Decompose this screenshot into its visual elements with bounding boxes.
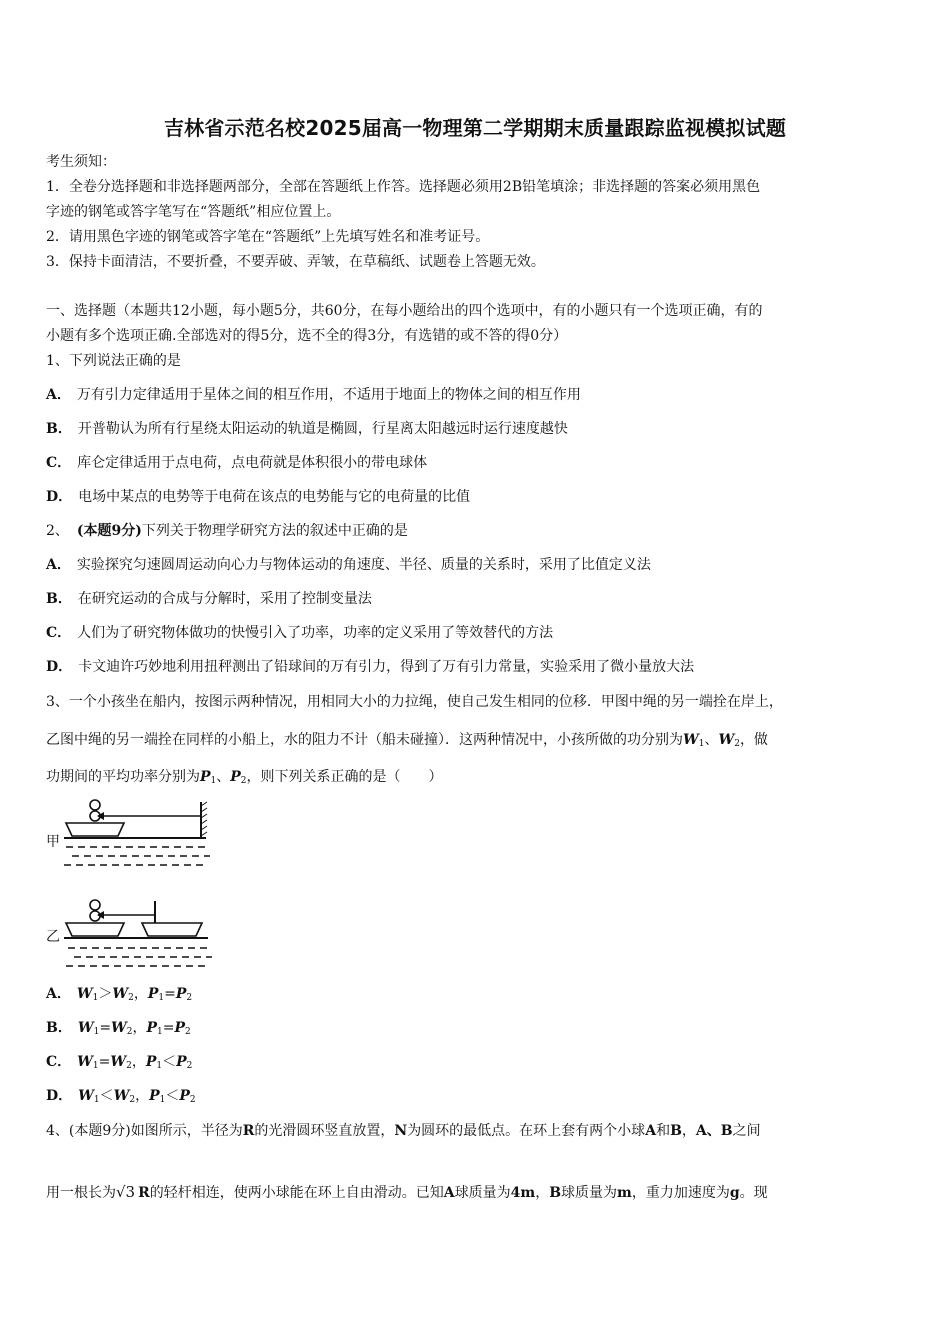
q1-option-d[interactable] xyxy=(46,487,912,507)
option-label: B． xyxy=(46,1020,72,1036)
q4-text: 球质量为 xyxy=(561,1185,618,1201)
option-label: A． xyxy=(46,557,71,573)
q4-text: 4、(本题9分)如图所示，半径为 xyxy=(46,1123,243,1139)
option-text: 卡文迪许巧妙地利用扭秤测出了铅球间的万有引力，得到了万有引力常量，实验采用了微小量放大法 xyxy=(78,659,695,675)
option-text: 实验探究匀速圆周运动向心力与物体运动的角速度、半径、质量的关系时，采用了比值定义法 xyxy=(76,557,651,573)
q4-text: 的光滑圆环竖直放置， xyxy=(254,1123,395,1139)
option-label: C． xyxy=(46,625,72,641)
option-label: A． xyxy=(46,986,71,1002)
power-symbol: P xyxy=(146,1020,158,1036)
relation: ＞ xyxy=(98,986,113,1002)
relation: = xyxy=(164,986,176,1002)
work-symbol: W xyxy=(110,1054,127,1070)
symbol-a: A xyxy=(645,1123,657,1139)
subscript: 1 xyxy=(159,1095,166,1105)
subscript: 2 xyxy=(126,1027,133,1037)
symbol-n: N xyxy=(394,1123,408,1139)
work-symbol: W xyxy=(113,1088,130,1104)
separator: 、 xyxy=(216,769,231,785)
option-label: C． xyxy=(46,1054,72,1070)
symbol-ab: A、B xyxy=(695,1123,733,1139)
q2-stem xyxy=(46,521,912,541)
subscript: 1 xyxy=(92,1061,99,1071)
q2-number: 2、 xyxy=(46,523,69,539)
subscript: 1 xyxy=(156,1061,163,1071)
relation: ＜ xyxy=(162,1054,177,1070)
mass-a: 4m xyxy=(510,1185,536,1201)
option-label: D． xyxy=(46,1088,73,1104)
relation: = xyxy=(162,1020,175,1036)
option-label: D． xyxy=(46,659,73,675)
q3-option-b[interactable] xyxy=(46,1018,912,1042)
section-heading-line1: 一、选择题（本题共12小题，每小题5分，共60分，在每小题给出的四个选项中，有的小题只有一个选项正确，有的 xyxy=(46,303,763,319)
power-symbol: P xyxy=(174,1020,186,1036)
option-text: 人们为了研究物体做功的快慢引入了功率，功率的定义采用了等效替代的方法 xyxy=(77,625,554,641)
work-symbol: W xyxy=(112,986,129,1002)
subscript: 2 xyxy=(186,1061,193,1071)
q1-stem: 1、下列说法正确的是 xyxy=(46,353,181,369)
two-boats-diagram xyxy=(46,898,216,970)
q4-text: 的轻杆相连，使两小球能在环上自由滑动。已知 xyxy=(149,1185,444,1201)
q4-text: ， xyxy=(681,1123,696,1139)
subscript: 2 xyxy=(126,1061,132,1071)
q3-text: ，则下列关系正确的是（ ） xyxy=(246,769,443,785)
notice-item-2: 2．请用黑色字迹的钢笔或答字笔在“答题纸”上先填写姓名和准考证号。 xyxy=(46,229,490,245)
subscript: 2 xyxy=(185,1027,191,1037)
option-label: B． xyxy=(46,591,72,607)
work-symbol: W xyxy=(718,732,735,748)
q1-option-a[interactable] xyxy=(46,385,912,405)
relation: ＜ xyxy=(99,1088,114,1104)
work-symbol: W xyxy=(683,732,699,748)
subscript: 2 xyxy=(189,1095,196,1105)
power-symbol: P xyxy=(145,1054,157,1070)
subscript: 1 xyxy=(157,1027,163,1037)
sqrt-three: √3 xyxy=(116,1183,136,1201)
q2-option-d[interactable] xyxy=(46,657,912,677)
q4-text: ，重力加速度为 xyxy=(631,1185,730,1201)
boat-shore-diagram xyxy=(46,798,216,868)
option-label: D． xyxy=(46,489,73,505)
power-symbol: P xyxy=(176,1054,187,1070)
q3-text: ，做 xyxy=(739,732,768,748)
q3-stem-line3 xyxy=(46,767,912,791)
figure-label-yi: 乙 xyxy=(46,929,60,945)
subscript: 1 xyxy=(698,739,705,749)
q1-option-b[interactable] xyxy=(46,419,912,439)
q4-text: 和 xyxy=(656,1123,671,1139)
symbol-a: A xyxy=(443,1185,455,1201)
option-text: 电场中某点的电势等于电荷在该点的电势能与它的电荷量的比值 xyxy=(78,489,471,505)
separator: 、 xyxy=(704,732,719,748)
q3-stem-line2 xyxy=(46,730,912,754)
work-symbol: W xyxy=(77,1054,93,1070)
separator: ， xyxy=(135,1088,150,1104)
subscript: 2 xyxy=(734,739,740,749)
option-label: A． xyxy=(46,387,71,403)
symbol-b: B xyxy=(670,1123,682,1139)
q1-option-c[interactable] xyxy=(46,453,912,473)
separator: ， xyxy=(133,986,148,1002)
notice-heading: 考生须知： xyxy=(46,154,116,170)
notice-item-1: 1．全卷分选择题和非选择题两部分，全部在答题纸上作答。选择题必须用2B铅笔填涂；非选择题的答案必须用黑色 xyxy=(46,179,761,195)
option-text: 在研究运动的合成与分解时，采用了控制变量法 xyxy=(77,591,372,607)
q2-option-c[interactable] xyxy=(46,623,912,643)
option-text: 开普勒认为所有行星绕太阳运动的轨道是椭圆，行星离太阳越远时运行速度越快 xyxy=(77,421,568,437)
power-symbol: P xyxy=(149,1088,160,1104)
section-heading-line2: 小题有多个选项正确.全部选对的得5分，选不全的得3分，有选错的或不答的得0分） xyxy=(46,328,568,344)
q4-stem-line1 xyxy=(46,1121,912,1141)
notice-item-3: 3．保持卡面清洁，不要折叠，不要弄破、弄皱，在草稿纸、试题卷上答题无效。 xyxy=(46,254,545,270)
notice-item-1-cont: 字迹的钢笔或答字笔写在“答题纸”相应位置上。 xyxy=(46,204,341,220)
power-symbol: P xyxy=(147,986,159,1002)
separator: ， xyxy=(131,1054,146,1070)
symbol-r: R xyxy=(242,1123,255,1139)
subscript: 2 xyxy=(240,776,247,786)
subscript: 1 xyxy=(210,776,217,786)
symbol-b: B xyxy=(549,1185,562,1201)
option-label: B． xyxy=(46,421,72,437)
q3-option-c[interactable] xyxy=(46,1052,912,1076)
q3-option-a[interactable] xyxy=(46,984,912,1008)
q4-text: 用一根长为 xyxy=(46,1185,116,1201)
separator: ， xyxy=(132,1020,147,1036)
option-text: 万有引力定律适用于星体之间的相互作用，不适用于地面上的物体之间的相互作用 xyxy=(76,387,581,403)
q4-text: ， xyxy=(535,1185,550,1201)
figure-label-jia: 甲 xyxy=(46,834,60,850)
power-symbol: P xyxy=(179,1088,190,1104)
subscript: 2 xyxy=(128,993,134,1003)
q3-option-d[interactable] xyxy=(46,1086,912,1110)
q3-stem-line1: 3、一个小孩坐在船内，按图示两种情况，用相同大小的力拉绳，使自己发生相同的位移．甲图中绳的另一端拴在岸上， xyxy=(46,694,783,710)
q2-stem-text: 下列关于物理学研究方法的叙述中正确的是 xyxy=(141,523,408,539)
work-symbol: W xyxy=(77,1020,94,1036)
q4-text: 之间 xyxy=(732,1123,761,1139)
figure-yi xyxy=(46,898,216,970)
q3-text: 功期间的平均功率分别为 xyxy=(46,769,200,785)
power-symbol: P xyxy=(230,769,241,785)
subscript: 1 xyxy=(93,1095,100,1105)
subscript: 1 xyxy=(92,993,99,1003)
q4-stem-line2 xyxy=(46,1182,912,1203)
q4-text: 。现 xyxy=(739,1185,768,1201)
mass-b: m xyxy=(617,1185,632,1201)
q2-option-b[interactable] xyxy=(46,589,912,609)
power-symbol: P xyxy=(175,986,187,1002)
q2-option-a[interactable] xyxy=(46,555,912,575)
relation: ＜ xyxy=(165,1088,180,1104)
q3-text: 乙图中绳的另一端拴在同样的小船上，水的阻力不计（船未碰撞）．这两种情况中，小孩所做的功分别为 xyxy=(46,732,683,748)
subscript: 1 xyxy=(158,993,165,1003)
work-symbol: W xyxy=(76,986,93,1002)
relation: = xyxy=(99,1020,112,1036)
power-symbol: P xyxy=(200,769,211,785)
symbol-r: R xyxy=(138,1185,150,1201)
q4-text: 球质量为 xyxy=(454,1185,511,1201)
relation: = xyxy=(98,1054,111,1070)
option-text: 库仑定律适用于点电荷，点电荷就是体积很小的带电球体 xyxy=(77,455,428,471)
work-symbol: W xyxy=(78,1088,94,1104)
q4-text: 为圆环的最低点。在环上套有两个小球 xyxy=(407,1123,646,1139)
subscript: 1 xyxy=(93,1027,100,1037)
subscript: 2 xyxy=(129,1095,136,1105)
subscript: 2 xyxy=(186,993,193,1003)
option-label: C． xyxy=(46,455,72,471)
figure-jia xyxy=(46,798,216,868)
q2-score-tag: (本题9分) xyxy=(76,523,142,539)
work-symbol: W xyxy=(111,1020,127,1036)
page-title: 吉林省示范名校2025届高一物理第二学期期末质量跟踪监视模拟试题 xyxy=(163,116,787,140)
symbol-g: g xyxy=(729,1185,740,1201)
